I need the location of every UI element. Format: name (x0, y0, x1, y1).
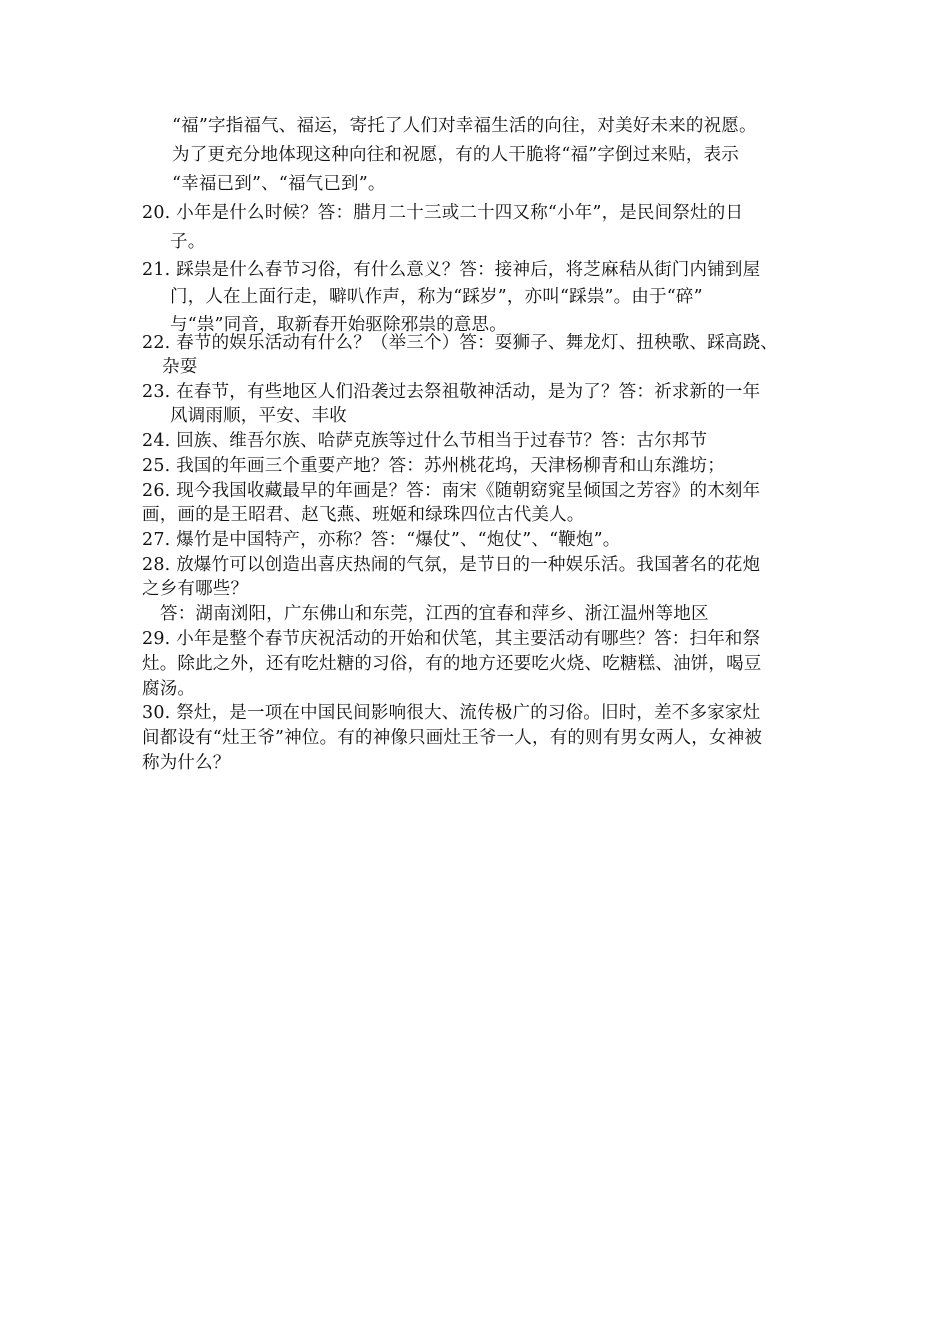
list-item-22: 22. 春节的娱乐活动有什么？（举三个）答：耍狮子、舞龙灯、扭秧歌、踩高跷、 (142, 333, 778, 353)
text-line: 门，人在上面行走，噼叭作声，称为“踩岁”，亦叫“踩祟”。由于“碎” (170, 287, 703, 307)
text-line: 之乡有哪些？ (142, 579, 249, 599)
list-item-21: 21. 踩祟是什么春节习俗，有什么意义？答：接神后，将芝麻秸从街门内铺到屋 (142, 260, 761, 280)
text-line: 称为什么？ (142, 753, 231, 773)
answer-line: 答：湖南浏阳，广东佛山和东莞，江西的宜春和萍乡、浙江温州等地区 (160, 604, 709, 624)
text-line: 杂耍 (162, 357, 198, 377)
list-item-30: 30. 祭灶，是一项在中国民间影响很大、流传极广的习俗。旧时，差不多家家灶 (142, 703, 761, 723)
list-item-26: 26. 现今我国收藏最早的年画是？答：南宋《随朝窈窕呈倾国之芳容》的木刻年 (142, 481, 761, 501)
text-line: 与“祟”同音，取新春开始驱除邪祟的意思。 (170, 315, 507, 335)
list-item-29: 29. 小年是整个春节庆祝活动的开始和伏笔，其主要活动有哪些？答：扫年和祭 (142, 629, 761, 649)
list-item-25: 25. 我国的年画三个重要产地？答：苏州桃花坞，天津杨柳青和山东潍坊； (142, 456, 725, 476)
text-line: 腐汤。 (142, 679, 196, 699)
text-line: 画，画的是王昭君、赵飞燕、班姬和绿珠四位古代美人。 (142, 505, 585, 525)
text-line: 灶。除此之外，还有吃灶糖的习俗，有的地方还要吃火烧、吃糖糕、油饼，喝豆 (142, 654, 762, 674)
text-line: 间都设有“灶王爷”神位。有的神像只画灶王爷一人，有的则有男女两人，女神被 (142, 728, 763, 748)
list-item-20: 20. 小年是什么时候？答：腊月二十三或二十四又称“小年”，是民间祭灶的日 (142, 203, 744, 223)
list-item-24: 24. 回族、维吾尔族、哈萨克族等过什么节相当于过春节？答：古尔邦节 (142, 431, 708, 451)
text-line: “福”字指福气、福运，寄托了人们对幸福生活的向往，对美好未来的祝愿。 (172, 116, 757, 136)
text-line: 风调雨顺，平安、丰收 (170, 406, 347, 426)
list-item-23: 23. 在春节，有些地区人们沿袭过去祭祖敬神活动，是为了？答：祈求新的一年 (142, 382, 761, 402)
text-line: 为了更充分地体现这种向往和祝愿，有的人干脆将“福”字倒过来贴，表示 (172, 145, 739, 165)
text-line: “幸福已到”、“福气已到”。 (172, 174, 386, 194)
list-item-27: 27. 爆竹是中国特产，亦称？答：“爆仗”、“炮仗”、“鞭炮”。 (142, 530, 621, 550)
list-item-28: 28. 放爆竹可以创造出喜庆热闹的气氛，是节日的一种娱乐活。我国著名的花炮 (142, 555, 761, 575)
text-line: 子。 (170, 232, 206, 252)
